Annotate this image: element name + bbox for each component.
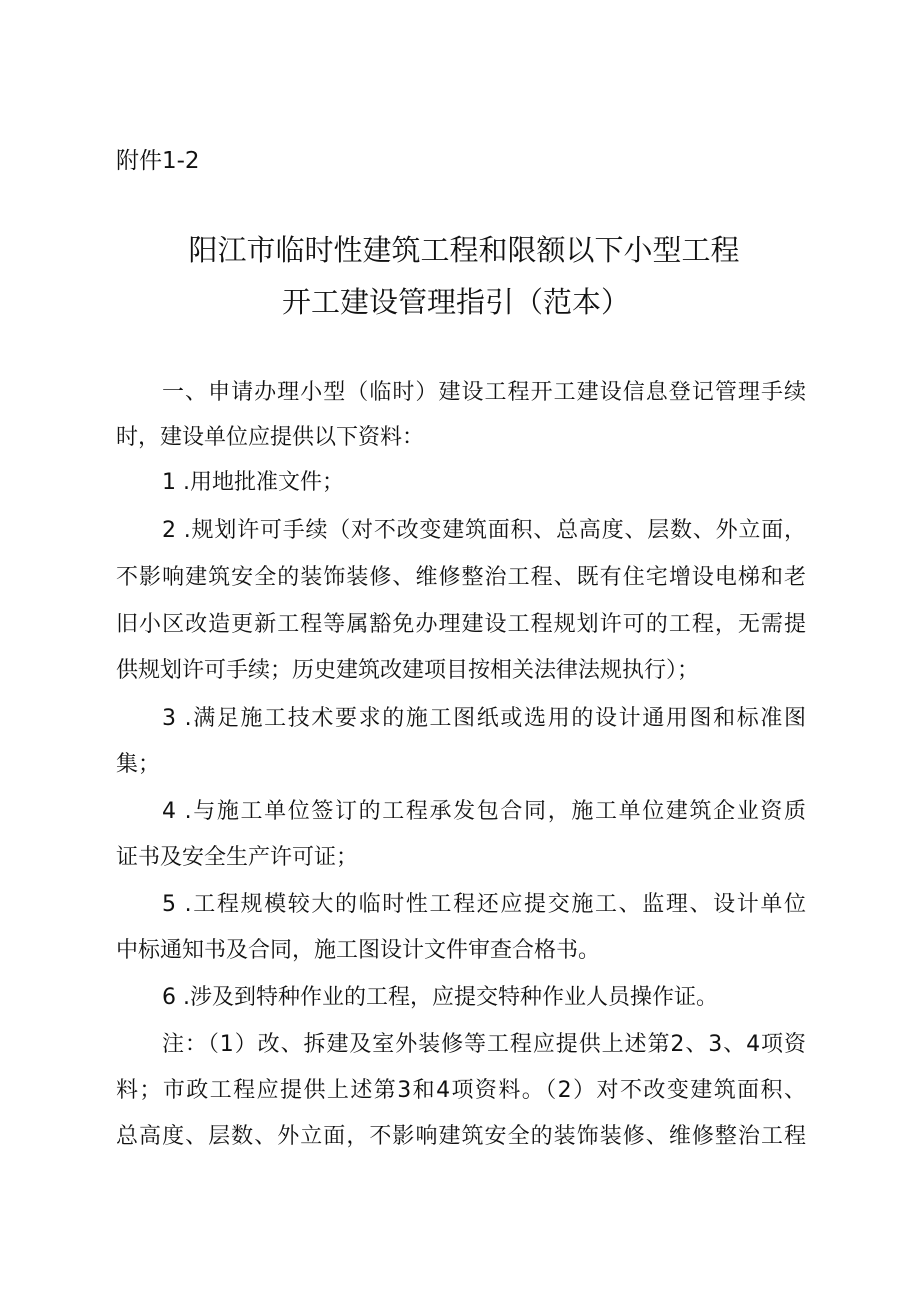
list-item-line: 6 .涉及到特种作业的工程，应提交特种作业人员操作证。	[162, 985, 718, 1010]
list-item-line: 3 .满足施工技术要求的施工图纸或选用的设计通用图和标准图	[162, 706, 806, 731]
list-item-line: 5 .工程规模较大的临时性工程还应提交施工、监理、设计单位	[162, 892, 806, 917]
attachment-label: 附件1-2	[116, 148, 200, 174]
note-line: 总高度、层数、外立面，不影响建筑安全的装饰装修、维修整治工程	[116, 1124, 806, 1149]
list-item-line: 2 .规划许可手续（对不改变建筑面积、总高度、层数、外立面，	[162, 518, 806, 543]
list-item-line: 1 .用地批准文件；	[162, 470, 344, 495]
list-item-line: 集；	[116, 752, 161, 777]
list-item-line: 不影响建筑安全的装饰装修、维修整治工程、既有住宅增设电梯和老	[116, 565, 806, 590]
list-item-line: 证书及安全生产许可证；	[116, 845, 359, 870]
note-line: 注：（1）改、拆建及室外装修等工程应提供上述第2、3、4项资	[162, 1032, 806, 1057]
list-item-line: 中标通知书及合同，施工图设计文件审查合格书。	[116, 938, 601, 963]
paragraph-line: 时，建设单位应提供以下资料：	[116, 425, 425, 450]
document-title-line-1: 阳江市临时性建筑工程和限额以下小型工程	[188, 233, 740, 267]
document-title-line-2: 开工建设管理指引（范本）	[281, 285, 630, 319]
list-item-line: 供规划许可手续；历史建筑改建项目按相关法律法规执行）；	[116, 658, 700, 683]
list-item-line: 旧小区改造更新工程等属豁免办理建设工程规划许可的工程，无需提	[116, 612, 806, 637]
note-line: 料；市政工程应提供上述第3和4项资料。（2）对不改变建筑面积、	[116, 1078, 806, 1103]
list-item-line: 4 .与施工单位签订的工程承发包合同，施工单位建筑企业资质	[162, 799, 806, 824]
paragraph-line: 一、申请办理小型（临时）建设工程开工建设信息登记管理手续	[162, 380, 806, 405]
